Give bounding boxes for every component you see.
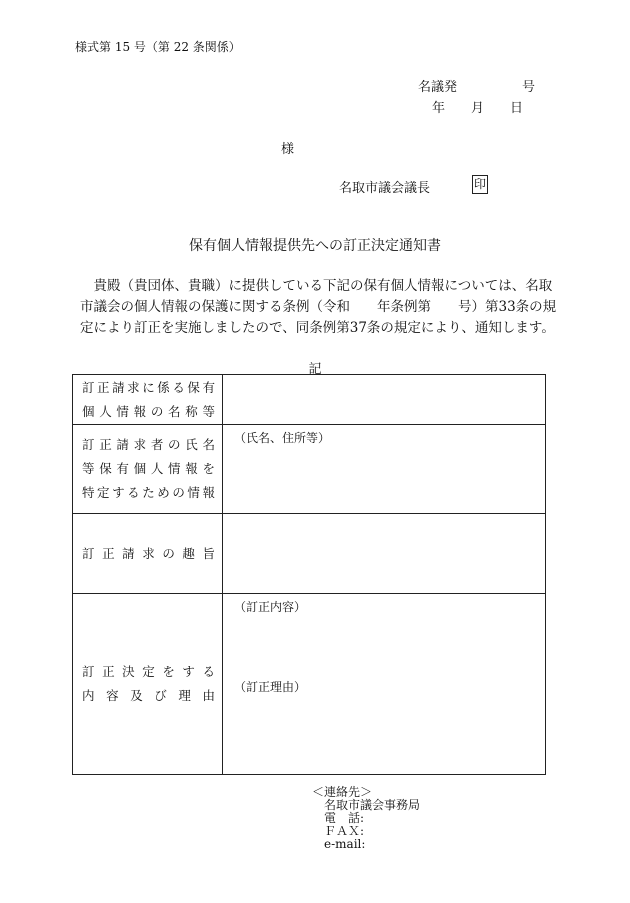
correction-content-note: （訂正内容） <box>234 600 307 614</box>
detail-table <box>72 374 546 775</box>
row-label-request-purpose: 訂正請求の趣旨 <box>73 514 223 594</box>
contact-office: 名取市議会事務局 <box>324 798 421 812</box>
addressee-suffix: 様 <box>281 142 295 157</box>
row-label-requester: 訂正請求者の氏名 等保有個人情報を 特定するための情報 <box>73 425 223 514</box>
row-value-requester <box>223 425 546 514</box>
notice-body <box>80 276 560 339</box>
contact-header: ＜連絡先＞ <box>312 785 373 799</box>
issuer-name: 名取市議会議長 <box>339 181 431 196</box>
body-line: 定により訂正を実施しましたので、同条例第37条の規定により、通知します。 <box>80 320 555 336</box>
requester-note: （氏名、住所等） <box>234 431 331 445</box>
body-line: 市議会の個人情報の保護に関する条例（令和 年条例第 号）第33条の規 <box>80 299 557 315</box>
row-value-decision <box>223 594 546 775</box>
contact-phone: 電 話: <box>324 811 365 825</box>
form-number: 様式第 15 号（第 22 条関係） <box>75 40 241 54</box>
issue-date: 年 月 日 <box>432 101 524 116</box>
contact-email: e-mail: <box>324 837 366 851</box>
contact-fax: ＦＡＸ: <box>324 824 365 838</box>
ki-heading: 記 <box>308 362 322 377</box>
table-row <box>73 375 546 425</box>
correction-reason-note: （訂正理由） <box>234 680 307 694</box>
table-row <box>73 594 546 775</box>
reference-number: 名議発 号 <box>418 80 536 95</box>
row-label-target-info: 訂正請求に係る保有 個人情報の名称等 <box>73 375 223 425</box>
table-row <box>73 425 546 514</box>
row-label-decision: 訂正決定をする 内容及び理由 <box>73 594 223 775</box>
body-line: 貴殿（貴団体、貴職）に提供している下記の保有個人情報については、名取 <box>80 278 553 294</box>
seal-box: 印 <box>472 175 488 194</box>
contact-block <box>312 786 420 851</box>
document-title: 保有個人情報提供先への訂正決定通知書 <box>189 238 441 254</box>
row-value-target-info <box>223 375 546 425</box>
table-row <box>73 514 546 594</box>
row-value-request-purpose <box>223 514 546 594</box>
